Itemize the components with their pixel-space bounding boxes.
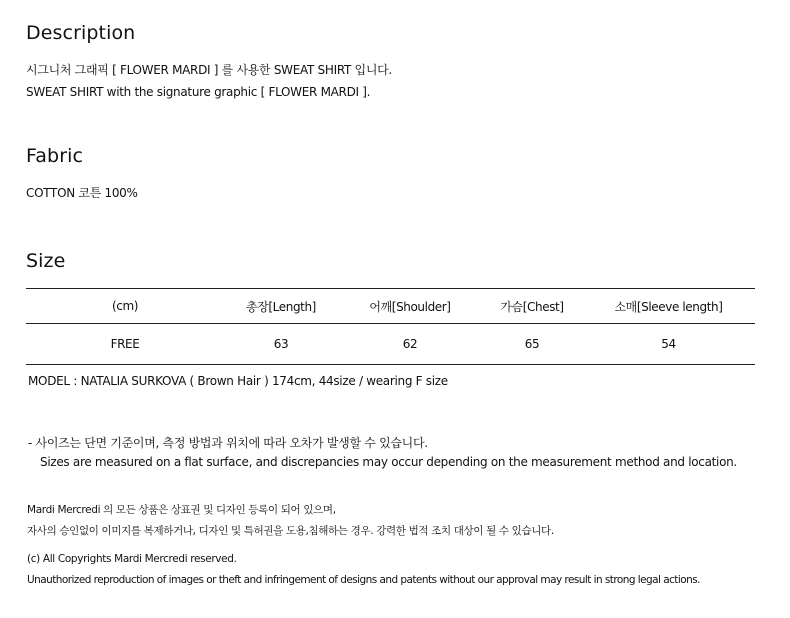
legal-notice-en: Unauthorized reproduction of images or theft and infringement of designs and patents without our approval may result in strong legal actions. (27, 574, 700, 586)
size-cell-size: FREE (110, 337, 140, 351)
table-row (26, 324, 755, 365)
size-cell-shoulder: 62 (402, 337, 418, 351)
size-cell-sleeve: 54 (661, 337, 676, 351)
size-header-chest: 가슴[Chest] (500, 299, 564, 314)
size-table (26, 288, 755, 365)
fabric-title: Fabric (26, 145, 84, 167)
size-header-sleeve: 소매[Sleeve length] (614, 299, 723, 314)
legal-notice-ko-line2: 자사의 승인없이 이미지를 복제하거나, 디자인 및 특허권을 도용,침해하는 경우. 강력한 법적 조치 대상이 될 수 있습니다. (27, 525, 554, 537)
fabric-content: COTTON 코튼 100% (26, 186, 138, 200)
legal-notice-ko-line1: Mardi Mercredi 의 모든 상품은 상표권 및 디자인 등록이 되어 있으며, (27, 504, 336, 516)
size-cell-chest: 65 (524, 337, 540, 351)
description-text-en: SWEAT SHIRT with the signature graphic [ FLOWER MARDI ]. (26, 85, 371, 99)
size-title: Size (26, 250, 66, 272)
size-note-en: Sizes are measured on a flat surface, and discrepancies may occur depending on the measurement method and location. (40, 455, 737, 469)
size-header-unit: (cm) (111, 299, 139, 313)
size-cell-length: 63 (273, 337, 289, 351)
size-header-shoulder: 어깨[Shoulder] (369, 299, 451, 314)
model-info: MODEL : NATALIA SURKOVA ( Brown Hair ) 174cm, 44size / wearing F size (28, 374, 448, 388)
description-text-ko: 시그니처 그래픽 [ FLOWER MARDI ] 를 사용한 SWEAT SHIRT 입니다. (26, 63, 392, 77)
size-note-ko: - 사이즈는 단면 기준이며, 측정 방법과 위치에 따라 오차가 발생할 수 있습니다. (28, 436, 428, 450)
size-table-header-row (26, 289, 755, 324)
description-title: Description (26, 22, 136, 44)
size-header-length: 총장[Length] (246, 299, 316, 314)
copyright-notice: (c) All Copyrights Mardi Mercredi reserved. (27, 553, 237, 565)
